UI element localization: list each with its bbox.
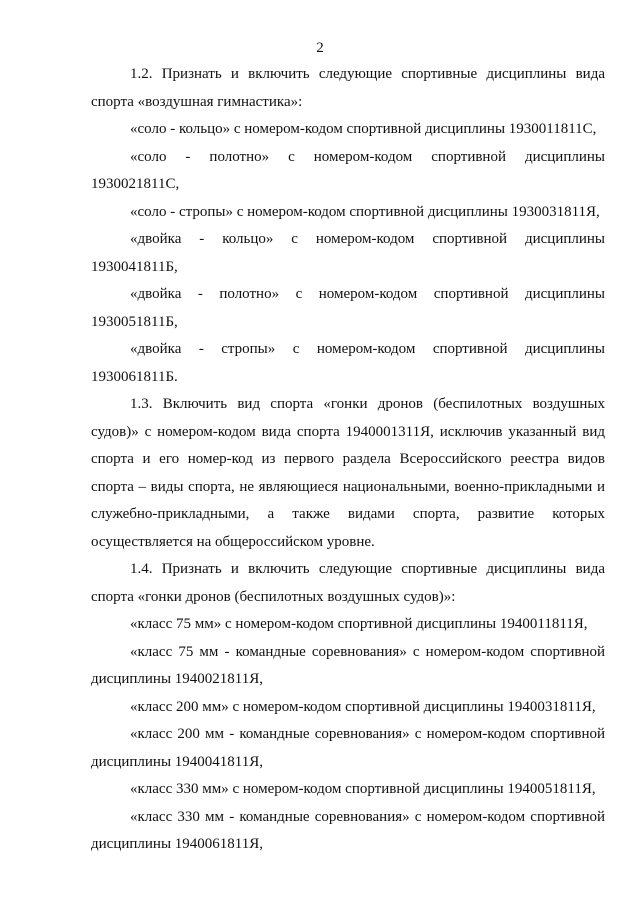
list-item-class-330: «класс 330 мм» с номером-кодом спортивной дисциплины 1940051811Я, <box>130 781 596 797</box>
list-item-class-200-team: «класс 200 мм - командные соревнования» с номером-кодом спортивной дисциплины 1940041811Я, <box>91 726 605 770</box>
list-item-duo-ring: «двойка - кольцо» с номером-кодом спортивной дисциплины 1930041811Б, <box>91 231 605 275</box>
list-item-duo-straps: «двойка - стропы» с номером-кодом спортивной дисциплины 1930061811Б. <box>91 341 605 385</box>
list-item-duo-cloth: «двойка - полотно» с номером-кодом спортивной дисциплины 1930051811Б, <box>91 286 605 330</box>
paragraph-1-3: 1.3. Включить вид спорта «гонки дронов (беспилотных воздушных судов)» с номером-кодом вида спорта 1940001311Я, исключив указанный вид спорта и его номер-код из первого раздела Всероссийского реестра видов спорта – виды спорта, не являющиеся национальными, военно-прикладными и служебно-прикладными, а также видами спорта, развитие которых осуществляется на общероссийском уровне. <box>91 396 605 550</box>
list-item-class-75: «класс 75 мм» с номером-кодом спортивной дисциплины 1940011811Я, <box>130 616 588 632</box>
list-item-class-75-team: «класс 75 мм - командные соревнования» с номером-кодом спортивной дисциплины 1940021811Я, <box>91 643 605 687</box>
list-item-solo-straps: «соло - стропы» с номером-кодом спортивной дисциплины 1930031811Я, <box>130 203 600 220</box>
list-item-class-330-team: «класс 330 мм - командные соревнования» с номером-кодом спортивной дисциплины 1940061811Я, <box>91 808 605 852</box>
list-item-solo-cloth: «соло - полотно» с номером-кодом спортивной дисциплины 1930021811С, <box>91 148 605 192</box>
paragraph-1-2: 1.2. Признать и включить следующие спортивные дисциплины вида спорта «воздушная гимнастика»: <box>91 66 605 110</box>
document-body <box>91 61 605 859</box>
paragraph-1-4: 1.4. Признать и включить следующие спортивные дисциплины вида спорта «гонки дронов (беспилотных воздушных судов)»: <box>91 561 605 605</box>
list-item-solo-ring: «соло - кольцо» с номером-кодом спортивной дисциплины 1930011811С, <box>130 121 597 137</box>
page-number: 2 <box>316 40 324 56</box>
list-item-class-200: «класс 200 мм» с номером-кодом спортивной дисциплины 1940031811Я, <box>130 698 596 715</box>
